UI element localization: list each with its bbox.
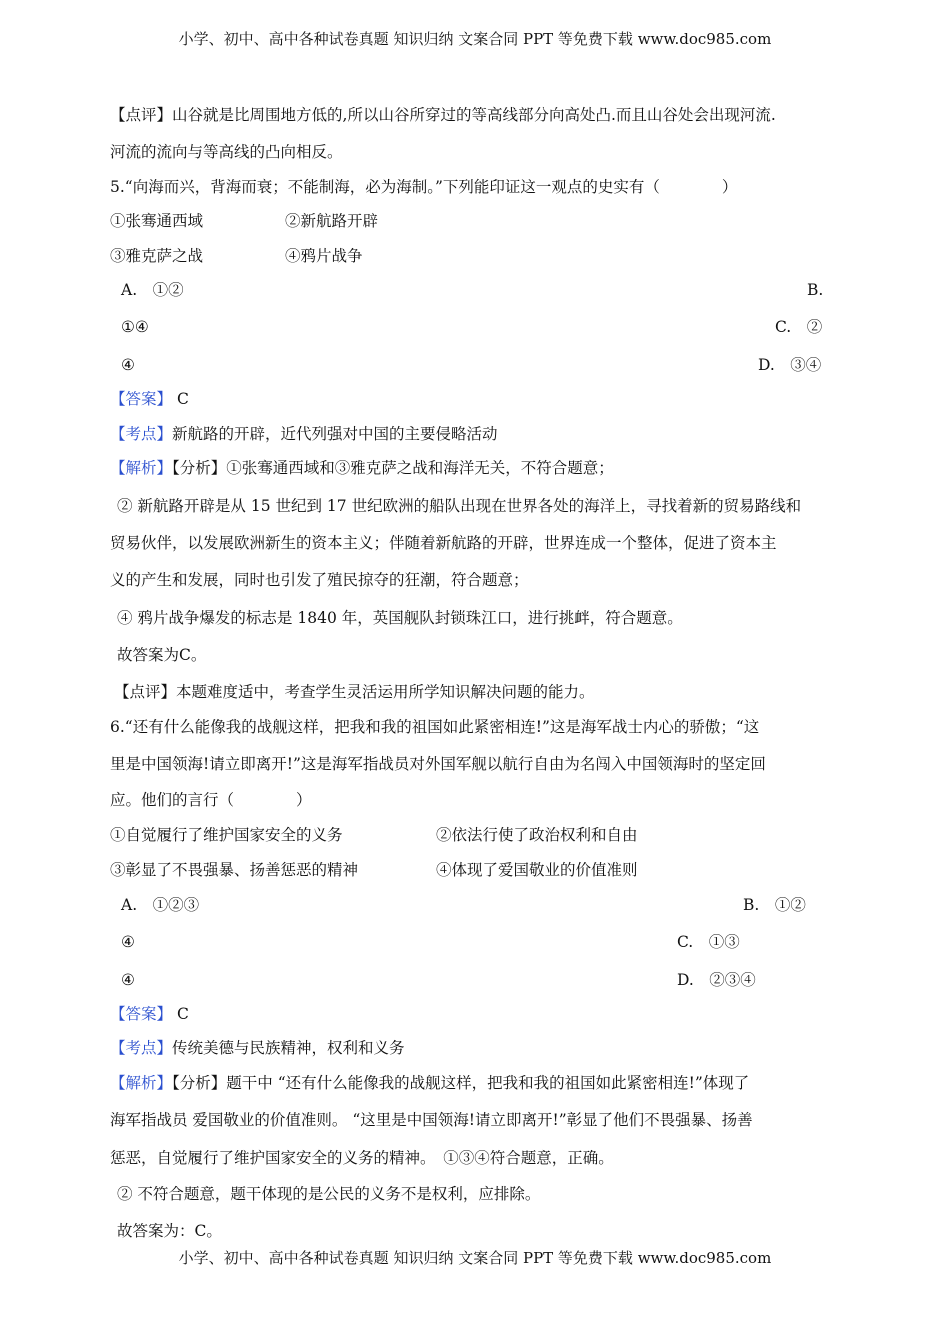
q5-item-3: ③雅克萨之战 bbox=[110, 247, 204, 265]
q5-option-a: A. ①② bbox=[121, 281, 184, 299]
q6-analysis-4: ② 不符合题意，题干体现的是公民的义务不是权利，应排除。 bbox=[117, 1185, 541, 1203]
q5-item-2: ②新航路开辟 bbox=[285, 212, 379, 230]
q6-item-4: ④体现了爱国敬业的价值准则 bbox=[436, 861, 638, 879]
q6-analysis-5: 故答案为：C。 bbox=[117, 1222, 222, 1240]
q6-option-c: C. ①③ bbox=[677, 933, 740, 951]
q5-option-c-cont: ④ bbox=[121, 356, 135, 374]
q6-item-1: ①自觉履行了维护国家安全的义务 bbox=[110, 826, 343, 844]
q5-option-b: B. bbox=[807, 281, 824, 299]
q5-analysis-5: ④ 鸦片战争爆发的标志是 1840 年，英国舰队封锁珠江口，进行挑衅，符合题意。 bbox=[117, 609, 683, 627]
q5-option-c: C. ② bbox=[775, 318, 823, 336]
analysis-text: 【分析】①张骞通西域和③雅克萨之战和海洋无关，不符合题意； bbox=[172, 459, 614, 477]
q5-point bbox=[110, 424, 498, 444]
page-footer: 小学、初中、高中各种试卷真题 知识归纳 文案合同 PPT 等免费下载 www.doc985.com bbox=[178, 1249, 772, 1267]
q6-item-3: ③彰显了不畏强暴、扬善惩恶的精神 bbox=[110, 861, 359, 879]
q5-analysis-1 bbox=[110, 458, 614, 478]
q5-analysis-3: 贸易伙伴，以发展欧洲新生的资本主义；伴随着新航路的开辟，世界连成一个整体，促进了资本主 bbox=[110, 534, 777, 552]
q6-option-a: A. ①②③ bbox=[121, 896, 200, 914]
q6-answer bbox=[110, 1004, 189, 1024]
q5-item-4: ④鸦片战争 bbox=[285, 247, 363, 265]
point-label: 【考点】 bbox=[110, 1039, 173, 1057]
q5-option-b-cont: ①④ bbox=[121, 318, 149, 336]
answer-value: C bbox=[176, 1005, 189, 1023]
q6-option-d: D. ②③④ bbox=[677, 971, 756, 989]
point-text: 新航路的开辟，近代列强对中国的主要侵略活动 bbox=[172, 425, 498, 443]
q6-analysis-2: 海军指战员 爱国敬业的价值准则。 “这里是中国领海!请立即离开!”彰显了他们不畏强暴、扬善 bbox=[110, 1111, 753, 1129]
analysis-label: 【解析】 bbox=[110, 1074, 173, 1092]
answer-label: 【答案】 bbox=[110, 390, 173, 408]
q5-answer bbox=[110, 389, 189, 409]
q5-item-1: ①张骞通西域 bbox=[110, 212, 204, 230]
q6-point bbox=[110, 1038, 405, 1058]
q6-analysis-3: 惩恶，自觉履行了维护国家安全的义务的精神。 ①③④符合题意，正确。 bbox=[110, 1149, 614, 1167]
q5-analysis-6: 故答案为C。 bbox=[117, 646, 207, 664]
q6-item-2: ②依法行使了政治权利和自由 bbox=[436, 826, 638, 844]
q6-stem-3: 应。他们的言行（ ） bbox=[110, 791, 312, 809]
analysis-text: 【分析】题干中 “还有什么能像我的战舰这样，把我和我的祖国如此紧密相连!”体现了 bbox=[172, 1074, 750, 1092]
q6-option-b-cont: ④ bbox=[121, 933, 135, 951]
q5-analysis-2: ② 新航路开辟是从 15 世纪到 17 世纪欧洲的船队出现在世界各处的海洋上，寻找着新的贸易路线和 bbox=[117, 497, 802, 515]
point-label: 【考点】 bbox=[110, 425, 173, 443]
answer-label: 【答案】 bbox=[110, 1005, 173, 1023]
page-header: 小学、初中、高中各种试卷真题 知识归纳 文案合同 PPT 等免费下载 www.doc985.com bbox=[178, 30, 772, 48]
q6-option-c-cont: ④ bbox=[121, 971, 135, 989]
prev-comment-line1 bbox=[110, 105, 776, 125]
q5-analysis-4: 义的产生和发展，同时也引发了殖民掠夺的狂潮，符合题意； bbox=[110, 571, 529, 589]
q5-stem: 5.“向海而兴，背海而衰；不能制海，必为海制。”下列能印证这一观点的史实有（ ） bbox=[110, 178, 738, 196]
answer-value: C bbox=[176, 390, 189, 408]
q6-analysis-1 bbox=[110, 1073, 749, 1093]
prev-comment-line2: 河流的流向与等高线的凸向相反。 bbox=[110, 143, 343, 161]
q6-stem-1: 6.“还有什么能像我的战舰这样，把我和我的祖国如此紧密相连!”这是海军战士内心的骄傲；“这 bbox=[110, 718, 760, 736]
analysis-label: 【解析】 bbox=[110, 459, 173, 477]
q5-comment: 【点评】本题难度适中，考查学生灵活运用所学知识解决问题的能力。 bbox=[114, 683, 595, 701]
q6-option-b: B. ①② bbox=[743, 896, 806, 914]
q5-option-d: D. ③④ bbox=[758, 356, 822, 374]
point-text: 传统美德与民族精神，权利和义务 bbox=[172, 1039, 405, 1057]
q6-stem-2: 里是中国领海!请立即离开!”这是海军指战员对外国军舰以航行自由为名闯入中国领海时的坚定回 bbox=[110, 755, 766, 773]
comment-label: 【点评】 bbox=[110, 106, 173, 124]
comment-text: 山谷就是比周围地方低的,所以山谷所穿过的等高线部分向高处凸.而且山谷处会出现河流. bbox=[172, 106, 776, 124]
